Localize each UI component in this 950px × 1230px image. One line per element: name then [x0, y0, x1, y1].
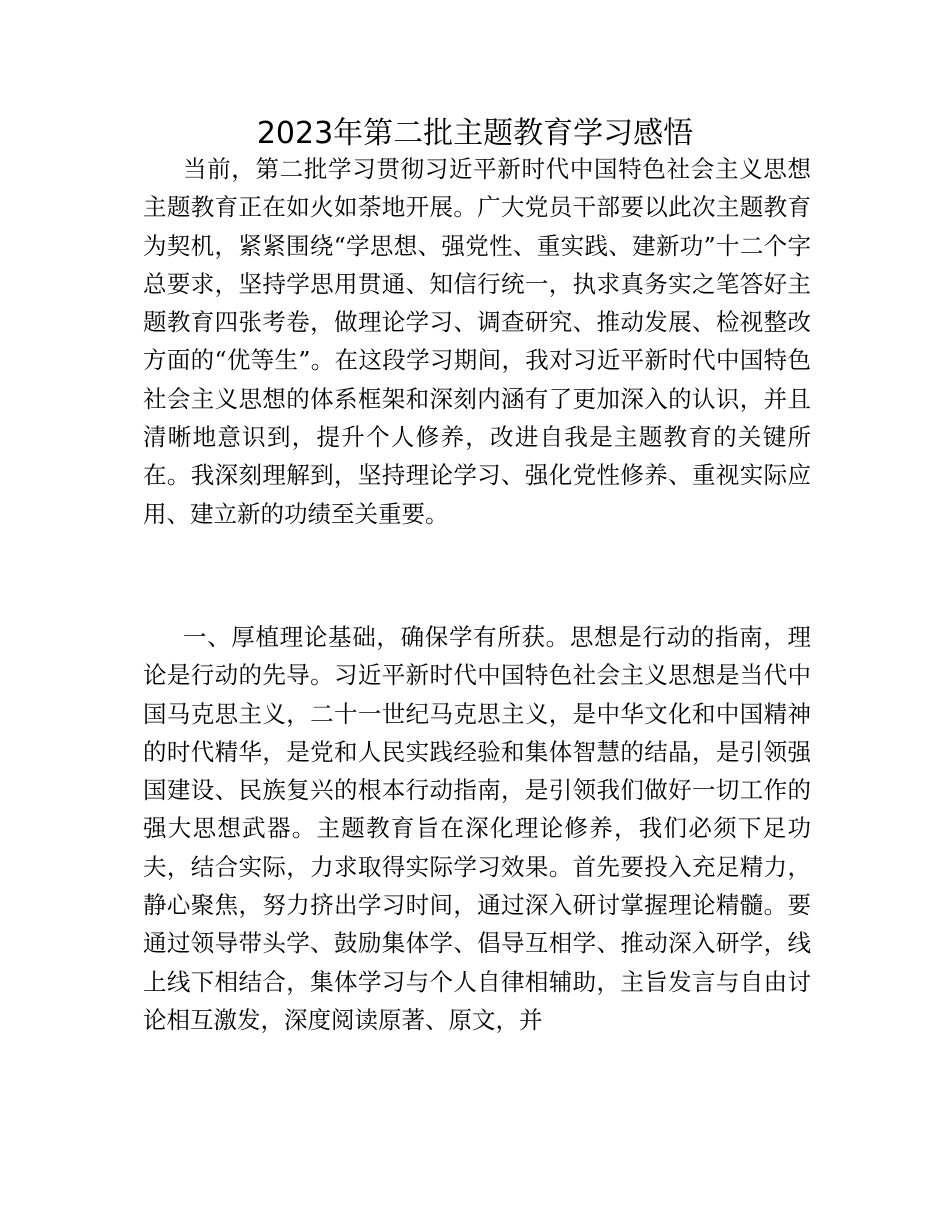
paragraph-section-one: 一、厚植理论基础，确保学有所获。思想是行动的指南，理论是行动的先导。习近平新时代中国特色社会主义思想是当代中国马克思主义，二十一世纪马克思主义，是中华文化和中国精神的时代精华，是党和人民实践经验和集体智慧的结晶，是引领强国建设、民族复兴的根本行动指南，是引领我们做好一切工作的强大思想武器。主题教育旨在深化理论修养，我们必须下足功夫，结合实际，力求取得实际学习效果。首先要投入充足精力，静心聚焦，努力挤出学习时间，通过深入研讨掌握理论精髓。要通过领导带头学、鼓励集体学、倡导互相学、推动深入研学，线上线下相结合，集体学习与个人自律相辅助，主旨发言与自由讨论相互激发，深度阅读原著、原文，并 — [143, 623, 811, 1034]
document-title: 2023年第二批主题教育学习感悟 — [256, 116, 694, 151]
paragraph-intro: 当前，第二批学习贯彻习近平新时代中国特色社会主义思想主题教育正在如火如荼地开展。广大党员干部要以此次主题教育为契机，紧紧围绕“学思想、强党性、重实践、建新功”十二个字总要求，坚持学思用贯通、知信行统一，执求真务实之笔答好主题教育四张考卷，做理论学习、调查研究、推动发展、检视整改方面的“优等生”。在这段学习期间，我对习近平新时代中国特色社会主义思想的体系框架和深刻内涵有了更加深入的认识，并且清晰地意识到，提升个人修养，改进自我是主题教育的关键所在。我深刻理解到，坚持理论学习、强化党性修养、重视实际应用、建立新的功绩至关重要。 — [143, 155, 811, 528]
